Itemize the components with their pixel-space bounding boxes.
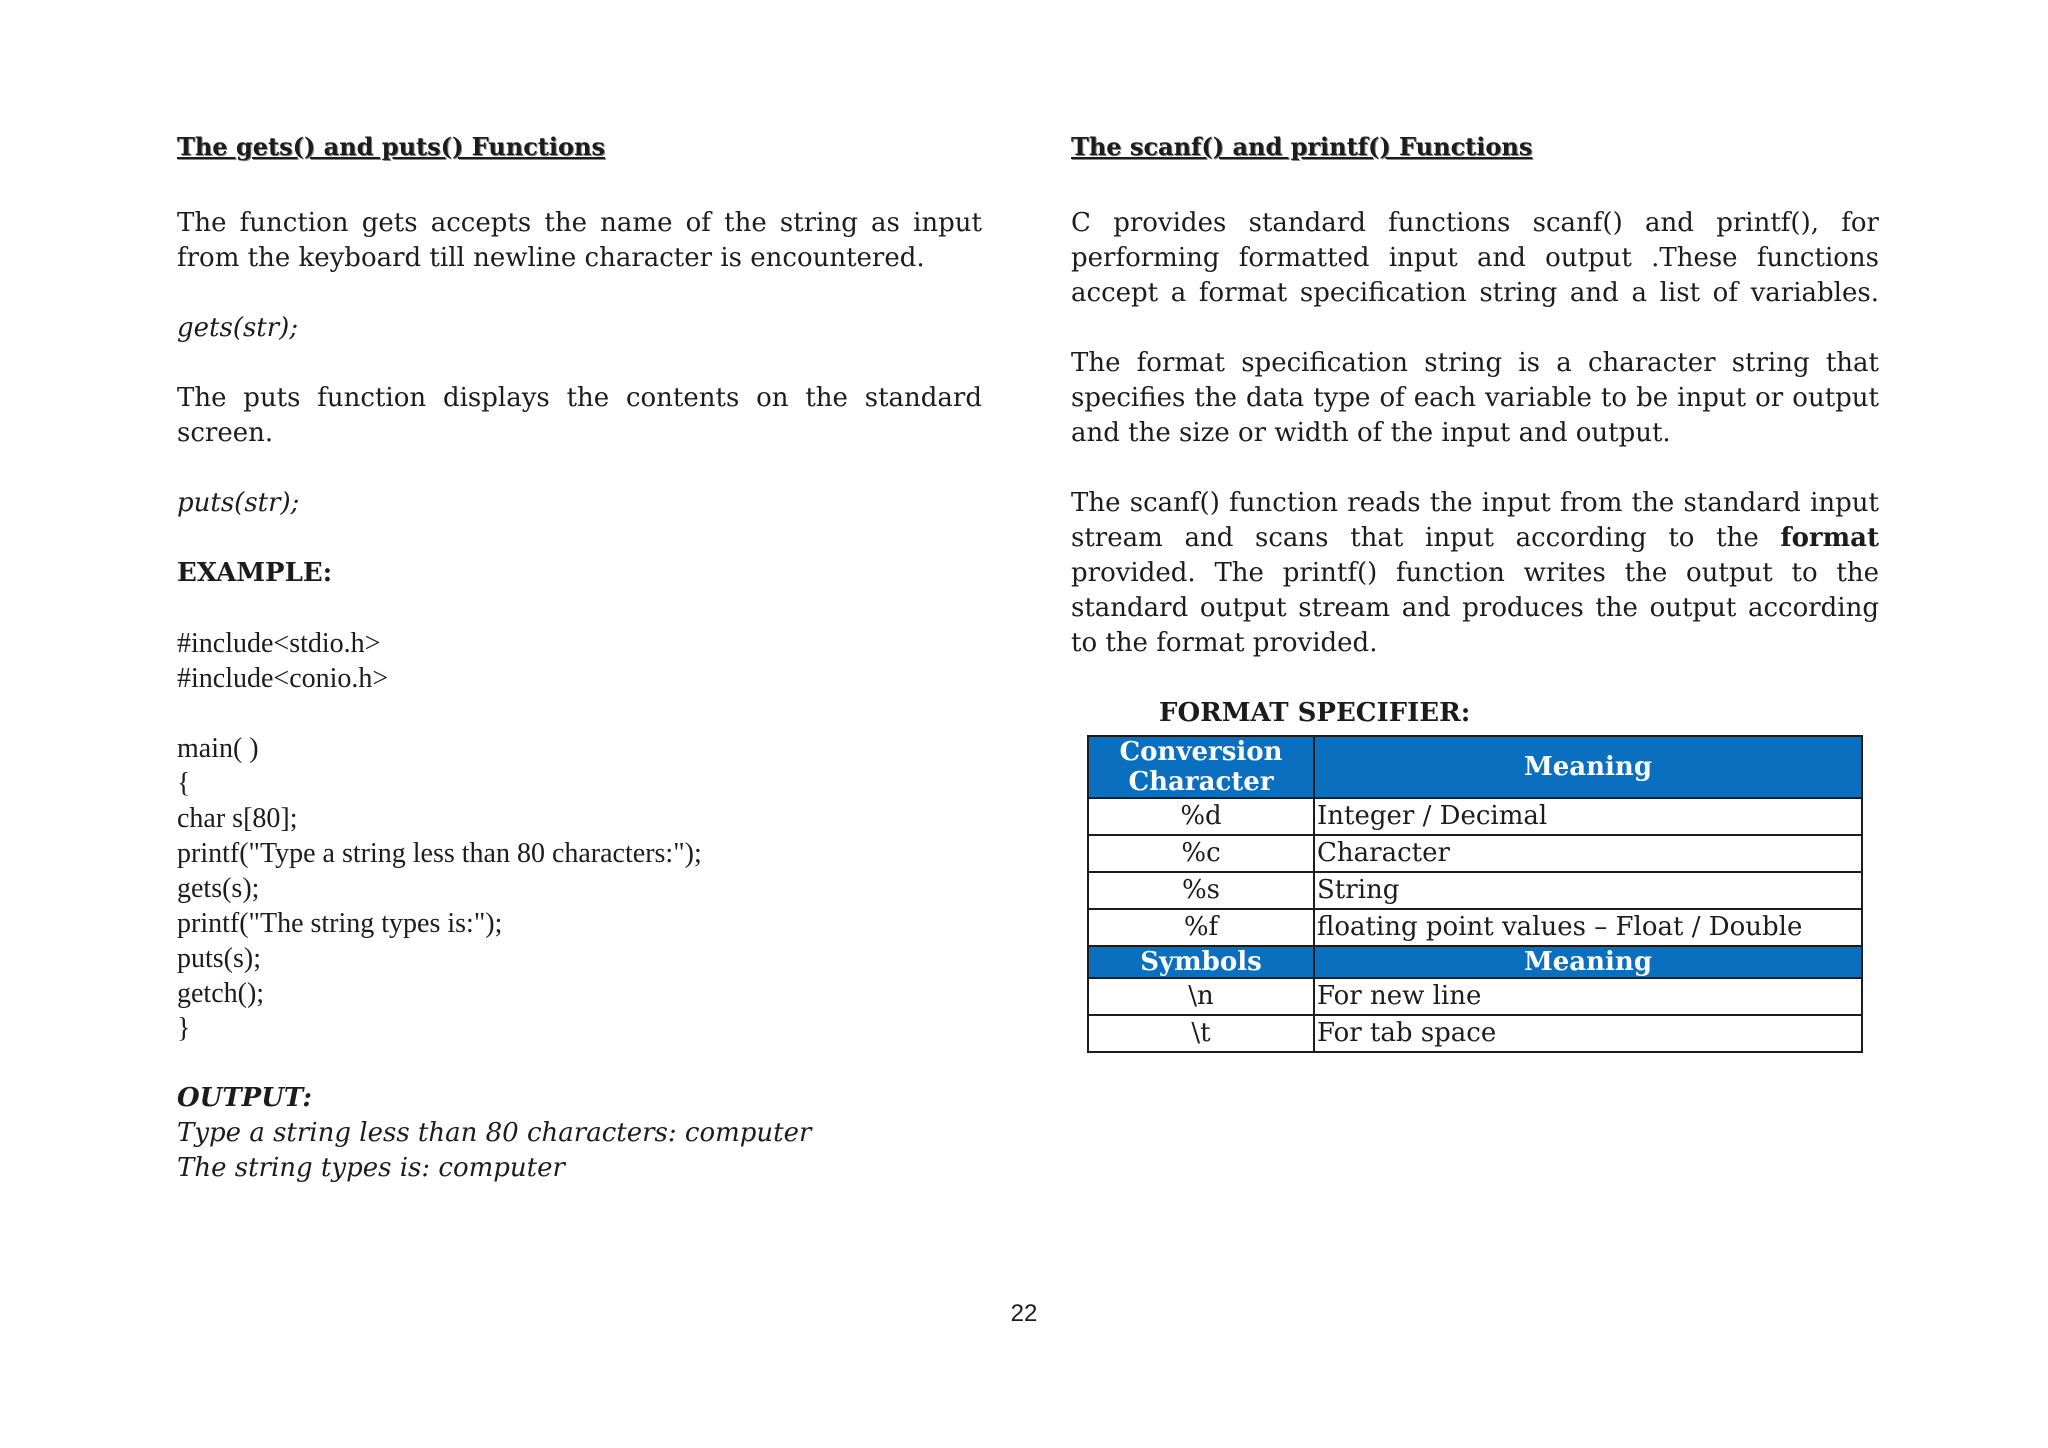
table-row (1088, 798, 1862, 835)
table-cell: For new line (1314, 978, 1862, 1015)
gets-puts-heading: The gets() and puts() Functions (177, 132, 605, 161)
gets-description: The function gets accepts the name of the string as input from the keyboard till newline character is encountered. (177, 208, 982, 273)
code-line: getch(); (177, 978, 265, 1009)
code-line: #include<stdio.h> (177, 628, 381, 659)
page-number: 22 (1010, 1300, 1038, 1327)
code-line (177, 696, 982, 731)
code-line: printf("Type a string less than 80 characters:"); (177, 838, 702, 869)
text-span: provided. The printf() function writes the output to the standard output stream and produces the output according to the format provided. (1071, 558, 1879, 658)
output-label: OUTPUT: (177, 1083, 312, 1113)
scanf-printf-description (1071, 486, 1879, 661)
right-column (1071, 130, 1879, 1053)
table-header-row (1088, 946, 1862, 978)
code-line: char s[80]; (177, 803, 298, 834)
code-example (177, 626, 982, 1046)
code-line: gets(s); (177, 873, 260, 904)
format-specifier-table (1087, 735, 1863, 1053)
table-cell: %d (1088, 798, 1314, 835)
left-column (177, 130, 982, 1186)
code-line: #include<conio.h> (177, 663, 389, 694)
table-row (1088, 909, 1862, 946)
format-spec-description: The format specification string is a character string that specifies the data type of each variable to be input or output and the size or width of the input and output. (1071, 348, 1879, 448)
bold-format-word: format (1780, 523, 1879, 553)
scanf-printf-heading: The scanf() and printf() Functions (1071, 132, 1533, 161)
gets-syntax: gets(str); (177, 313, 299, 343)
table-row (1088, 1015, 1862, 1052)
text-span: The scanf() function reads the input from the standard input stream and scans that input according to the (1071, 488, 1879, 553)
example-label: EXAMPLE: (177, 558, 333, 588)
table-cell: String (1314, 872, 1862, 909)
format-specifier-title: FORMAT SPECIFIER: (1159, 698, 1471, 728)
output-line: The string types is: computer (177, 1153, 565, 1183)
table-cell: floating point values – Float / Double (1314, 909, 1862, 946)
table-header-cell: Meaning (1314, 946, 1862, 978)
table-cell: \n (1088, 978, 1314, 1015)
code-line: puts(s); (177, 943, 261, 974)
table-cell: For tab space (1314, 1015, 1862, 1052)
table-row (1088, 872, 1862, 909)
code-line: printf("The string types is:"); (177, 908, 503, 939)
table-row (1088, 835, 1862, 872)
table-cell: \t (1088, 1015, 1314, 1052)
code-line: main( ) (177, 733, 259, 764)
table-cell: %c (1088, 835, 1314, 872)
table-cell: %f (1088, 909, 1314, 946)
table-header-cell: Symbols (1088, 946, 1314, 978)
table-header-cell: Meaning (1314, 736, 1862, 798)
scanf-printf-intro: C provides standard functions scanf() and printf(), for performing formatted input and output .These functions accept a format specification string and a list of variables. (1071, 208, 1879, 308)
puts-syntax: puts(str); (177, 488, 300, 518)
table-header-row (1088, 736, 1862, 798)
table-cell: Integer / Decimal (1314, 798, 1862, 835)
table-row (1088, 978, 1862, 1015)
table-cell: Character (1314, 835, 1862, 872)
output-line: Type a string less than 80 characters: computer (177, 1118, 812, 1148)
code-line: } (177, 1013, 191, 1044)
table-header-cell: Conversion Character (1088, 736, 1314, 798)
table-cell: %s (1088, 872, 1314, 909)
puts-description: The puts function displays the contents on the standard screen. (177, 383, 982, 448)
code-line: { (177, 768, 191, 799)
